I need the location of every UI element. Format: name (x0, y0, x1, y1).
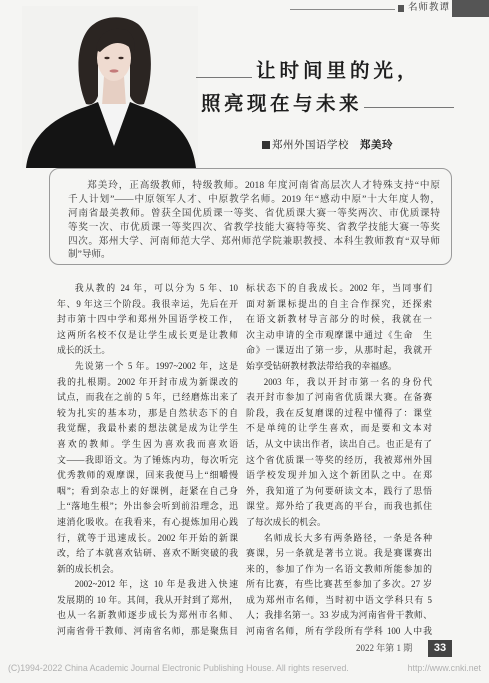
body-text-line: 2003 年，我以开封市第一名的身份代 (263, 376, 432, 387)
header-rule (290, 9, 395, 10)
body-text-line: 年、9 年这三个阶段。我很幸运，先后在开 (57, 298, 238, 309)
body-text-line: 语学校发现并加入这个新团队之中。在郑 (246, 470, 432, 481)
bio-line: 千人计划”——中原领军人才、中原教学名师。2019 年“感动中原”十大年度人物， (68, 193, 440, 205)
body-text-line: 速消化吸收。在我看来，有心提炼加用心践 (57, 516, 238, 527)
body-text-line: 先说第一个 5 年。1997~2002 年，这是 (74, 360, 238, 371)
photo-lips (110, 69, 119, 72)
title-rule-right (364, 107, 454, 108)
body-text-line: 表开封市参加了河南省优质课大赛。在备赛 (246, 392, 432, 403)
article-title-line-2: 照亮现在与未来 (201, 94, 363, 115)
body-text-line: 了每次成长的机会。 (246, 516, 326, 527)
body-text-line: 新的成长机会。 (57, 563, 120, 574)
body-text-line: 封市第十四中学和郑州外国语学校工作， (57, 314, 238, 325)
title-rule-left (196, 77, 252, 78)
body-text-line: 阶段，我在反复磨课的过程中懂得了：课堂 (246, 407, 432, 418)
bio-line: 郑美玲，正高级教师，特级教师。2018 年度河南省高层次人才特殊支持“中原 (87, 180, 440, 191)
body-column-left (57, 281, 238, 640)
body-text-line: 我从教的 24 年，可以分为 5 年、10 (74, 283, 238, 293)
photo-eye-left (104, 57, 109, 59)
author-byline (262, 139, 393, 153)
bio-line: 制”导师。 (68, 249, 111, 261)
body-text-line: 河南省名师，所有学段所有学科 100 人中我 (246, 626, 432, 637)
section-label: 名师教谭 (408, 3, 451, 13)
body-text-line: 这个省优质课一等奖的经历，我被郑州外国 (246, 454, 432, 465)
section-marker-icon (398, 5, 404, 12)
body-text-line: 行，就等于迅速成长。2002 年开始的新课 (57, 532, 238, 543)
body-column-right (246, 281, 432, 640)
author-school: 郑州外国语学校 (272, 140, 349, 151)
copyright-notice: (C)1994-2022 China Academic Journal Electronic Publishing House. All rights reserved. (8, 663, 349, 673)
body-text-line: 来的，参加了作为一名语文教师所能参加的 (246, 563, 432, 574)
body-text-line: 命》一课迈出了第一步，从那时起，我就开 (246, 345, 432, 356)
body-text-line: 河南省骨干教师、河南省名师，那是聚焦目 (57, 626, 238, 637)
body-text-line: 标状态下的自我成长。2002 年，当同事们 (246, 283, 432, 293)
article-title-line-1: 让时间里的光， (256, 61, 421, 82)
body-text-line: 改，给了本就喜欢钻研、喜欢不断突破的我 (57, 548, 238, 559)
header-color-block (452, 0, 489, 17)
body-text-line: 不是单纯的让学生喜欢，而是要和文本对 (246, 423, 432, 434)
body-text-line: 试点，而我在之前的 5 年，已经磨炼出来了 (57, 392, 238, 403)
body-text-line: 较为扎实的基本功，那是自然状态下的自 (57, 407, 238, 418)
body-text-line: 面对新课标提出的自主合作探究，还探索 (246, 298, 432, 309)
body-text-line: 成长的沃土。 (57, 345, 111, 356)
body-text-line: 这两所名校不仅是让学生成长更是让教师 (57, 329, 238, 340)
body-text-line: 上“落地生根”；外出参会听到前沿理念，迅 (57, 501, 238, 512)
body-text-line: 发展期的 10 年。其间，我从开封到了郑州， (57, 594, 238, 605)
body-text-line: 我的扎根期。2002 年开封市成为新课改的 (57, 376, 238, 387)
bio-line: 等奖一次、市优质课一等奖四次、省教学技能大赛特等奖、省教学技能大赛一等奖 (68, 221, 440, 233)
body-text-line: 2002~2012 年，这 10 年是我进入快速 (74, 579, 238, 590)
body-text-line: 我觉醒，我最朴素的想法就是成为让学生 (57, 423, 238, 434)
author-photo (22, 6, 198, 168)
photo-eye-right (118, 57, 123, 59)
body-text-line: 所有比赛，有些比赛甚至参加了多次。27 岁 (246, 579, 432, 590)
page-number: 33 (428, 640, 452, 657)
byline-square-icon (262, 141, 270, 149)
body-text-line: 咽”；看到杂志上的好课例，赶紧在自己身 (57, 485, 238, 496)
body-text-line: 赛课，另一条就是著书立说。我是赛课赛出 (246, 548, 432, 559)
body-text-line: 优秀教师的观摩课，回来我便马上“细嚼慢 (57, 470, 238, 481)
bio-line: 四次。郑州大学、河南师范大学、郑州师范学院兼职教授、本科生教师教育“双导师 (68, 235, 440, 247)
body-text-line: 文——我即语文。为了锤炼内功，每次听完 (57, 454, 238, 465)
issue-label: 2022 年第 1 期 (356, 643, 413, 653)
body-text-line: 外，我知道了为何要研读文本，践行了思悟 (246, 485, 432, 496)
body-text-line: 名师成长大多有两条路径，一条是各种 (263, 532, 432, 543)
author-bio-text (68, 179, 440, 262)
body-text-line: 喜欢的教师。学生因为喜欢我而喜欢语 (57, 438, 238, 449)
body-text-line: 始享受钻研教材教法带给我的幸福感。 (246, 360, 397, 371)
body-text-line: 课堂。郑外给了我更高的平台，而我也抓住 (246, 501, 432, 512)
body-text-line: 也从一名新教师逐步成长为郑州市名师、 (57, 610, 238, 621)
body-text-line: 在语文新教材导言部分的时候，我就在一 (246, 314, 432, 325)
bio-line: 河南省最美教师。曾获全国优质课一等奖、省优质课大赛一等奖两次、市优质课特 (68, 207, 440, 219)
body-text-line: 成为郑州市名师，当时初中语文学科只有 5 (246, 594, 432, 605)
website-url: http://www.cnki.net (407, 663, 481, 673)
body-text-line: 话，从文中读出作者，读出自己。也正是有了 (246, 438, 432, 449)
body-text-line: 次主动申请的全市观摩课中通过《生命 生 (246, 329, 432, 340)
body-text-line: 人；我排名第一。33 岁成为河南省骨干教师、 (246, 610, 432, 621)
author-name: 郑美玲 (360, 140, 393, 151)
